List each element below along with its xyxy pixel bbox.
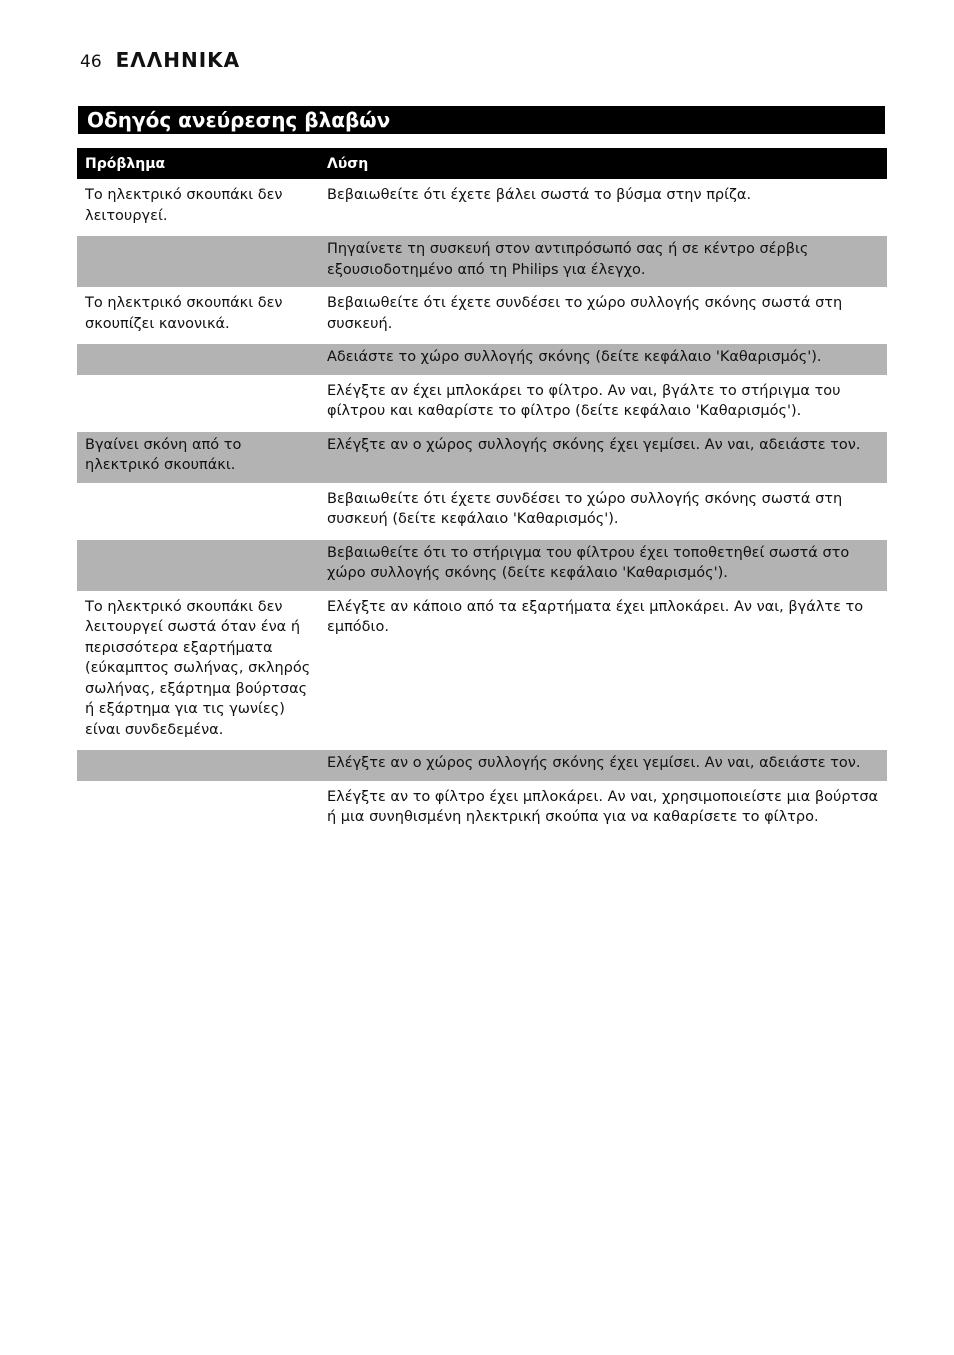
problem-cell	[77, 784, 319, 835]
solution-cell: Ελέγξτε αν κάποιο από τα εξαρτήματα έχει μπλοκάρει. Αν ναι, βγάλτε το εμπόδιο.	[327, 598, 864, 635]
solution-cell: Ελέγξτε αν ο χώρος συλλογής σκόνης έχει γεμίσει. Αν ναι, αδειάστε τον.	[319, 750, 887, 781]
solution-cell: Ελέγξτε αν έχει μπλοκάρει το φίλτρο. Αν ναι, βγάλτε το στήριγμα του φίλτρου και καθαρίστε το φίλτρο (δείτε κεφάλαιο 'Καθαρισμός').	[327, 382, 841, 419]
solution-cell: Πηγαίνετε τη συσκευή στον αντιπρόσωπό σας ή σε κέντρο σέρβις εξουσιοδοτημένο από τη Philips για έλεγχο.	[319, 236, 887, 287]
table-header-row	[77, 148, 887, 179]
problem-cell	[77, 378, 319, 429]
table-row	[77, 344, 887, 375]
page-language-heading: ΕΛΛΗΝΙΚΑ	[115, 48, 241, 72]
table-row	[77, 750, 887, 781]
section-title: Οδηγός ανεύρεσης βλαβών	[78, 106, 885, 134]
problem-cell	[77, 486, 319, 537]
page-header	[80, 48, 240, 72]
table-row	[77, 290, 887, 341]
table-row	[77, 784, 887, 835]
solution-column-header: Λύση	[319, 148, 887, 179]
table-row	[77, 486, 887, 537]
table-row	[77, 182, 887, 233]
table-row	[77, 432, 887, 483]
table-row	[77, 594, 887, 748]
problem-cell	[77, 540, 319, 591]
table-body	[77, 182, 887, 835]
problem-cell: Το ηλεκτρικό σκουπάκι δεν λειτουργεί σωστά όταν ένα ή περισσότερα εξαρτήματα (εύκαμπτος σωλήνας, σκληρός σωλήνας, εξάρτημα βούρτσας ή εξάρτημα για τις γωνίες) είναι συνδεδεμένα.	[85, 598, 311, 738]
table-row	[77, 236, 887, 287]
solution-cell: Αδειάστε το χώρο συλλογής σκόνης (δείτε κεφάλαιο 'Καθαρισμός').	[319, 344, 887, 375]
solution-cell: Βεβαιωθείτε ότι έχετε συνδέσει το χώρο συλλογής σκόνης σωστά στη συσκευή (δείτε κεφάλαιο 'Καθαρισμός').	[327, 490, 843, 527]
troubleshooting-table	[77, 145, 887, 838]
table-row	[77, 540, 887, 591]
problem-cell: Βγαίνει σκόνη από το ηλεκτρικό σκουπάκι.	[77, 432, 319, 483]
table-row	[77, 378, 887, 429]
problem-cell: Το ηλεκτρικό σκουπάκι δεν σκουπίζει κανονικά.	[85, 295, 283, 332]
solution-cell: Βεβαιωθείτε ότι έχετε συνδέσει το χώρο συλλογής σκόνης σωστά στη συσκευή.	[327, 295, 843, 332]
solution-cell: Βεβαιωθείτε ότι το στήριγμα του φίλτρου έχει τοποθετηθεί σωστά στο χώρο συλλογής σκόνης (δείτε κεφάλαιο 'Καθαρισμός').	[319, 540, 887, 591]
page-number: 46	[80, 52, 102, 72]
problem-cell: Το ηλεκτρικό σκουπάκι δεν λειτουργεί.	[85, 187, 283, 224]
solution-cell: Βεβαιωθείτε ότι έχετε βάλει σωστά το βύσμα στην πρίζα.	[327, 187, 752, 203]
solution-cell: Ελέγξτε αν ο χώρος συλλογής σκόνης έχει γεμίσει. Αν ναι, αδειάστε τον.	[319, 432, 887, 483]
problem-cell	[77, 236, 319, 287]
problem-column-header: Πρόβλημα	[77, 148, 319, 179]
solution-cell: Ελέγξτε αν το φίλτρο έχει μπλοκάρει. Αν ναι, χρησιμοποιείστε μια βούρτσα ή μια συνηθισμένη ηλεκτρική σκούπα για να καθαρίσετε το φίλτρο.	[327, 788, 879, 825]
problem-cell	[77, 344, 319, 375]
problem-cell	[77, 750, 319, 781]
